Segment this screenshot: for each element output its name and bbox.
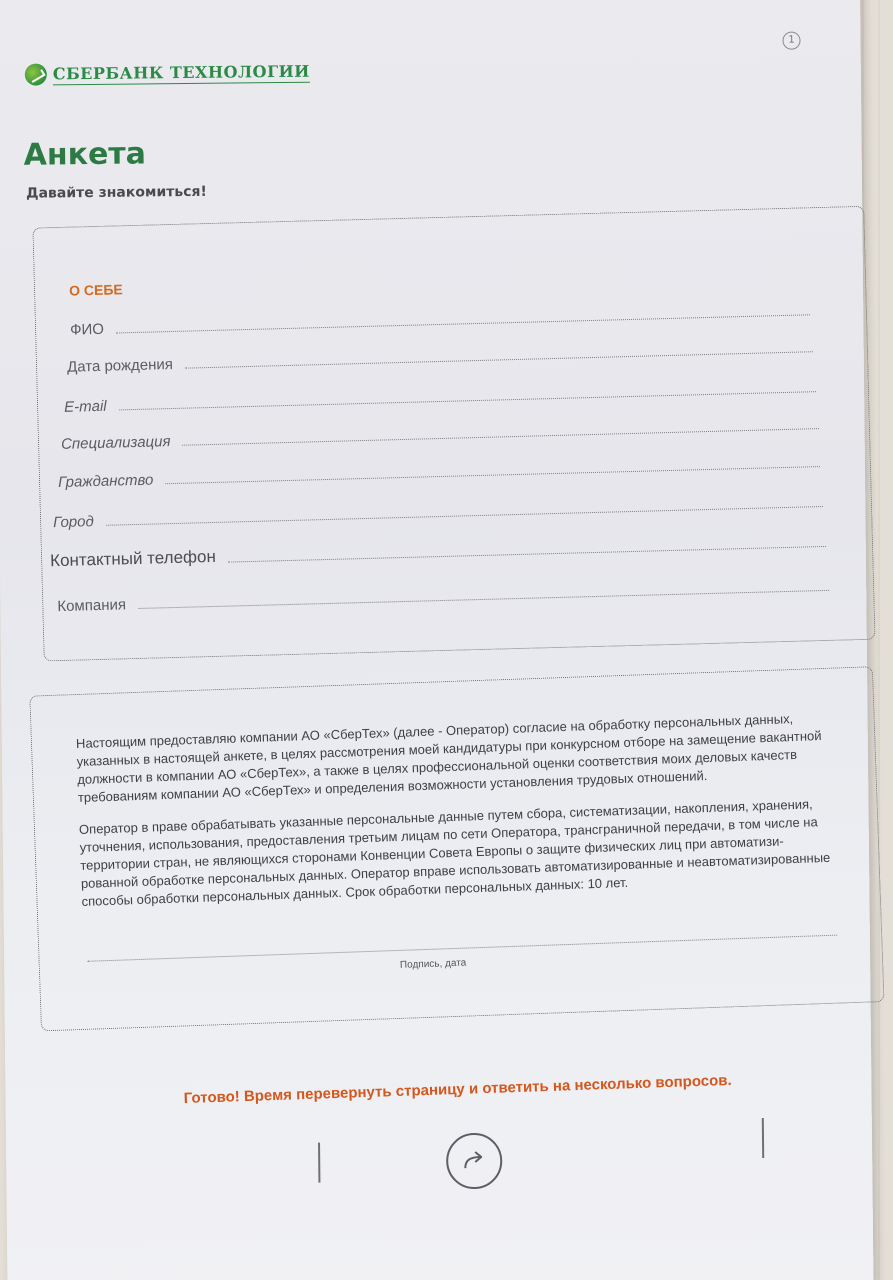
field-label: Контактный телефон <box>49 546 217 571</box>
logo-text: СБЕРБАНК ТЕХНОЛОГИИ <box>52 61 310 83</box>
field-input-line[interactable] <box>165 465 820 484</box>
field-label: Компания <box>57 596 127 616</box>
field-label: ФИО <box>69 320 105 339</box>
about-section-box <box>32 206 875 662</box>
consent-paragraph-2: Оператор в праве обрабатывать указанные персональные данные путем сбора, систематизации, накопления, хранения, уточнения, использования, предоставления третьим лицам по сети Оператора, трансграничной передачи, в том числе на территории стран, не являющихся сторонами Конвенции Совета Европы о защите физических лиц при автоматизи-рованной обработке персональных данных. Оператор вправе использовать автоматизированные и неавтоматизированные способы обработки персональных данных. Срок обработки персональных данных: 10 лет. <box>78 796 831 909</box>
field-birth-date[interactable] <box>67 339 813 376</box>
field-label: Город <box>52 513 95 532</box>
field-label: E-mail <box>63 397 107 416</box>
turn-page-button[interactable] <box>446 1133 503 1190</box>
field-phone[interactable] <box>50 531 826 571</box>
turn-page-prompt: Готово! Время перевернуть страницу и ответить на несколько вопросов. <box>183 1071 732 1108</box>
field-city[interactable] <box>53 494 823 531</box>
field-label: Дата рождения <box>66 355 174 376</box>
company-logo <box>25 61 310 86</box>
field-input-line[interactable] <box>185 350 813 368</box>
field-company[interactable] <box>57 578 829 615</box>
field-input-line[interactable] <box>138 589 829 609</box>
page-title: Анкета <box>23 136 147 173</box>
field-email[interactable] <box>64 379 816 416</box>
section-title-about: О СЕБЕ <box>68 281 123 299</box>
field-label: Специализация <box>60 433 171 453</box>
field-specialization[interactable] <box>61 416 819 453</box>
consent-text <box>76 709 842 925</box>
page-number-badge: 1 <box>782 32 800 50</box>
turn-page-arrow-icon <box>460 1147 488 1175</box>
field-label: Гражданство <box>57 471 154 492</box>
field-input-line[interactable] <box>183 427 819 446</box>
field-citizenship[interactable] <box>58 454 820 491</box>
field-input-line[interactable] <box>106 505 823 526</box>
field-input-line[interactable] <box>119 390 816 410</box>
consent-section-box <box>29 666 884 1031</box>
page-subtitle: Давайте знакомиться! <box>25 183 207 202</box>
sberbank-logo-icon <box>25 63 47 85</box>
field-input-line[interactable] <box>228 545 826 563</box>
consent-paragraph-1: Настоящим предоставляю компании АО «СберТех» (далее - Оператор) согласие на обработку персональных данных, указанных в настоящей анкете, в целях рассмотрения моей кандидатуры при конкурсном отборе на замещение вакантной должности в компании АО «СберТех», а также в целях профессиональной оценки соответствия моих деловых качеств требованиям компании АО «СберТех» и определения возможности установления трудовых отношений. <box>75 711 822 806</box>
field-full-name[interactable] <box>70 302 810 338</box>
field-input-line[interactable] <box>116 313 810 333</box>
divider-tick-right <box>762 1118 764 1158</box>
signature-label: Подпись, дата <box>399 957 467 971</box>
divider-tick-left <box>318 1143 320 1183</box>
